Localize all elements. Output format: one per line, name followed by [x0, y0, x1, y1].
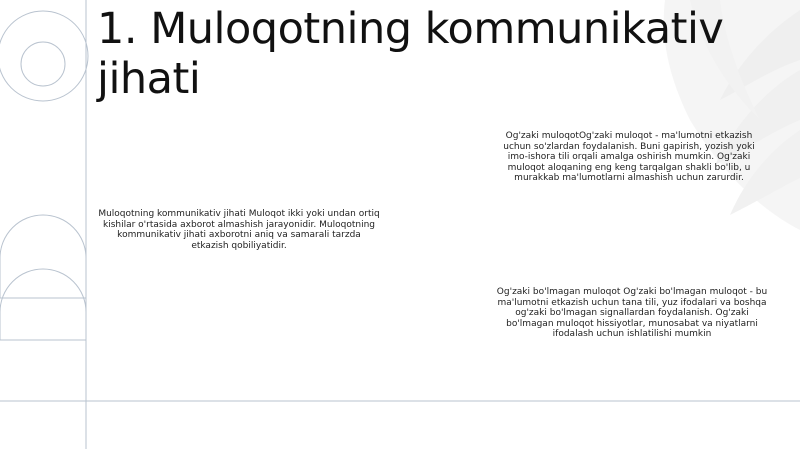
arch-upper-decoration: [0, 215, 86, 298]
paragraph-verbal-communication: Og'zaki muloqotOg'zaki muloqot - ma'lumotni etkazish uchun so'zlardan foydalanish. Buni gapirish, yozish yoki imo-ishora tili orqali amalga oshirish mumkin. Og'zaki muloqot aloqaning eng keng tarqalgan shakli bo'lib, u murakkab ma'lumotlarni almashish uchun zarurdir.: [503, 131, 755, 183]
paragraph-nonverbal-communication: Og'zaki bo'lmagan muloqot Og'zaki bo'lmagan muloqot - bu ma'lumotni etkazish uchun tana tili, yuz ifodalari va boshqa og'zaki bo'lmagan signallardan foydalanish. Og'zaki bo'lmagan muloqot hissiyotlar, munosabat va niyatlarni ifodalash uchun ishlatilishi mumkin: [496, 287, 768, 339]
paragraph-communicative-aspect: Muloqotning kommunikativ jihati Muloqot ikki yoki undan ortiq kishilar o'rtasida axborot almashish jarayonidir. Muloqotning kommunikativ jihati axborotni aniq va samarali tarzda etkazish qobiliyatidir.: [98, 209, 380, 251]
inner-circle-decoration: [21, 42, 65, 86]
outer-circle-decoration: [0, 11, 88, 101]
slide-title: 1. Muloqotning kommunikativ jihati: [97, 4, 724, 104]
arch-lower-decoration: [0, 269, 86, 340]
